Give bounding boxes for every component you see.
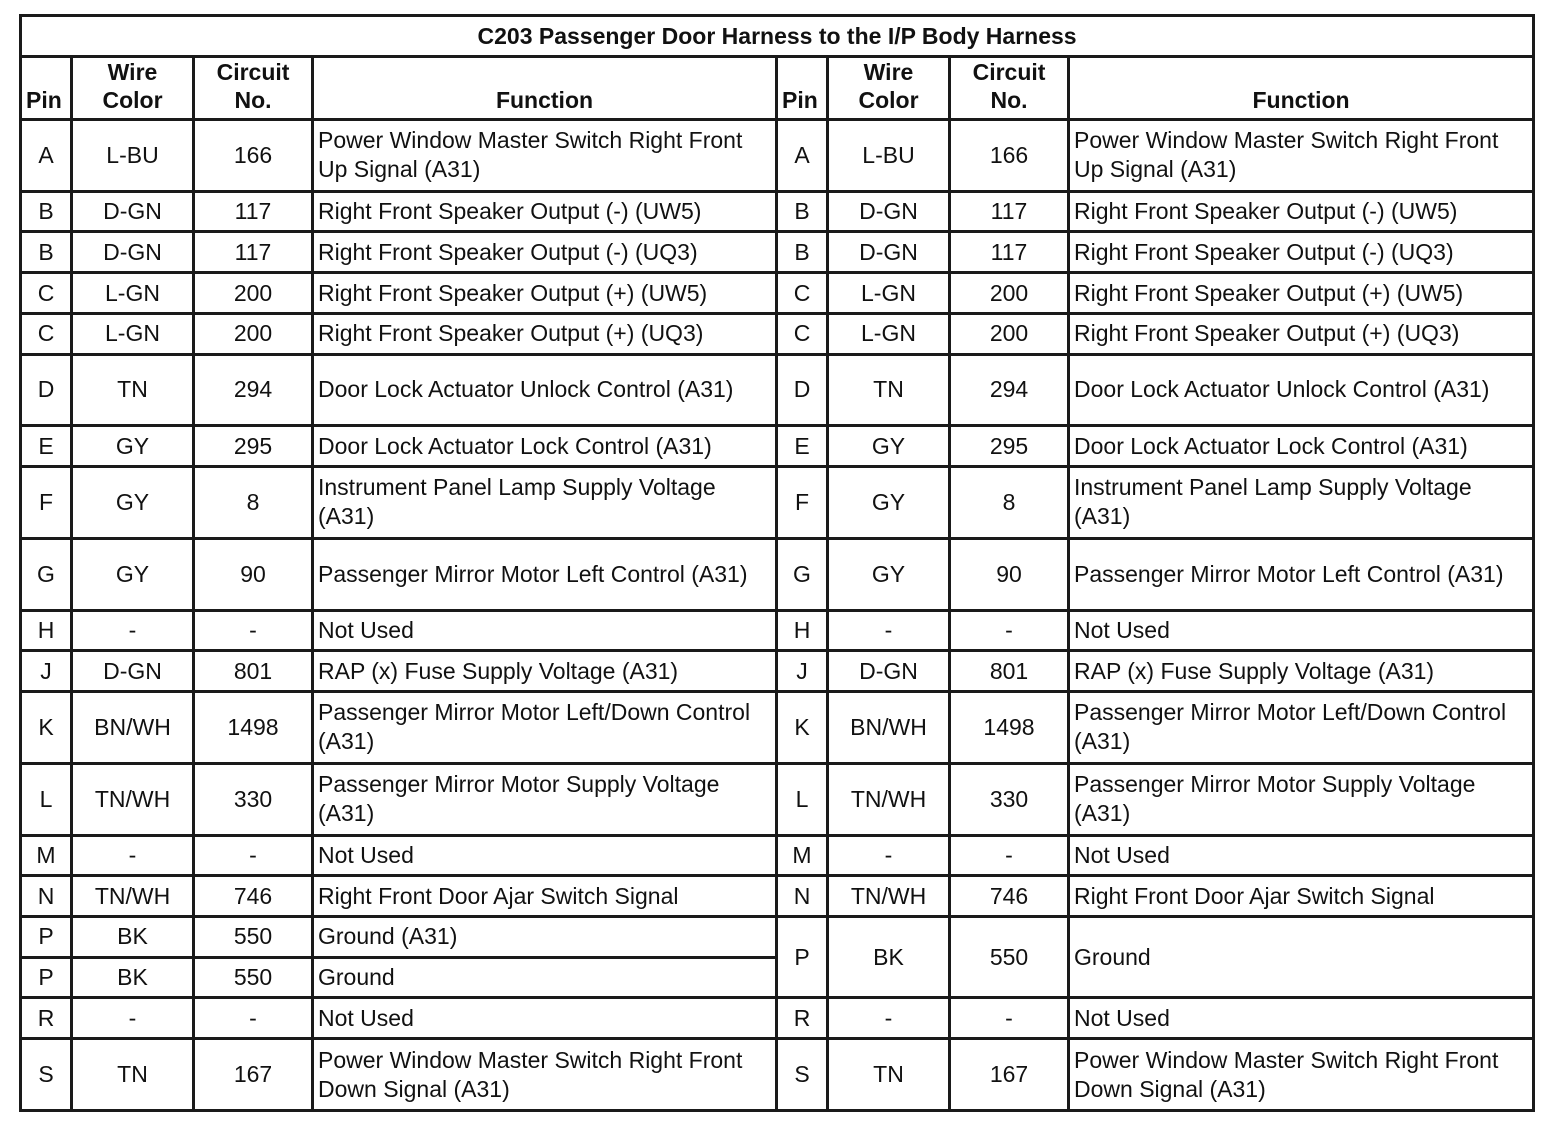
pin-cell: R <box>777 998 828 1039</box>
wire-color-cell: - <box>72 998 194 1039</box>
circuit-cell: 166 <box>194 120 313 192</box>
circuit-cell: 295 <box>950 426 1069 467</box>
pin-cell: E <box>21 426 72 467</box>
circuit-cell: 294 <box>194 354 313 426</box>
pin-cell: P <box>21 957 72 998</box>
table-row <box>21 313 1534 354</box>
connector-table <box>19 14 1535 1112</box>
wire-color-cell: TN <box>828 354 950 426</box>
pin-cell: K <box>777 691 828 763</box>
function-cell: Right Front Speaker Output (+) (UW5) <box>1069 273 1534 314</box>
circuit-cell: 801 <box>194 651 313 692</box>
function-cell: Right Front Door Ajar Switch Signal <box>313 876 777 917</box>
header-wire-color: Wire Color <box>72 57 194 120</box>
table-row <box>21 1039 1534 1111</box>
wire-color-cell: TN <box>828 1039 950 1111</box>
circuit-cell: 167 <box>194 1039 313 1111</box>
wire-color-cell: GY <box>72 538 194 610</box>
pin-cell: F <box>21 467 72 539</box>
circuit-cell: 166 <box>950 120 1069 192</box>
function-cell: Right Front Speaker Output (-) (UQ3) <box>1069 232 1534 273</box>
pin-cell: E <box>777 426 828 467</box>
wire-color-cell: L-GN <box>72 273 194 314</box>
function-cell: Right Front Speaker Output (+) (UQ3) <box>313 313 777 354</box>
circuit-cell: 746 <box>194 876 313 917</box>
table-row <box>21 835 1534 876</box>
wire-color-cell: BK <box>72 957 194 998</box>
function-cell: Power Window Master Switch Right Front Up Signal (A31) <box>313 120 777 192</box>
table-row <box>21 763 1534 835</box>
circuit-cell: - <box>950 835 1069 876</box>
circuit-cell: 550 <box>194 916 313 957</box>
function-cell: Door Lock Actuator Lock Control (A31) <box>1069 426 1534 467</box>
pin-cell: A <box>777 120 828 192</box>
wire-color-cell: BN/WH <box>828 691 950 763</box>
pin-cell: K <box>21 691 72 763</box>
circuit-cell: 200 <box>950 273 1069 314</box>
wire-color-cell: - <box>828 998 950 1039</box>
table-row <box>21 998 1534 1039</box>
pin-cell: M <box>21 835 72 876</box>
wire-color-cell: D-GN <box>72 232 194 273</box>
circuit-cell: - <box>194 998 313 1039</box>
pin-cell: F <box>777 467 828 539</box>
pin-cell: M <box>777 835 828 876</box>
circuit-cell: 330 <box>194 763 313 835</box>
wire-color-cell: TN/WH <box>72 876 194 917</box>
wire-color-cell: TN/WH <box>828 763 950 835</box>
pin-cell: B <box>21 191 72 232</box>
pin-cell: C <box>777 313 828 354</box>
function-cell: Instrument Panel Lamp Supply Voltage (A31) <box>313 467 777 539</box>
table-row <box>21 232 1534 273</box>
pin-cell: B <box>777 191 828 232</box>
circuit-cell: 294 <box>950 354 1069 426</box>
table-row <box>21 191 1534 232</box>
circuit-cell: 117 <box>194 191 313 232</box>
wire-color-cell: D-GN <box>828 651 950 692</box>
wire-color-cell: L-BU <box>72 120 194 192</box>
wire-color-cell: TN <box>72 354 194 426</box>
function-cell: Right Front Speaker Output (-) (UQ3) <box>313 232 777 273</box>
table-row <box>21 876 1534 917</box>
circuit-cell: - <box>950 998 1069 1039</box>
pin-cell: G <box>777 538 828 610</box>
pin-cell: A <box>21 120 72 192</box>
wire-color-cell: GY <box>72 467 194 539</box>
wire-color-cell: D-GN <box>72 191 194 232</box>
table-row <box>21 273 1534 314</box>
function-cell: Right Front Speaker Output (+) (UW5) <box>313 273 777 314</box>
pin-cell: L <box>21 763 72 835</box>
circuit-cell: 8 <box>950 467 1069 539</box>
wire-color-cell: - <box>72 835 194 876</box>
pin-cell: H <box>21 610 72 651</box>
wire-color-cell: GY <box>828 467 950 539</box>
pin-cell: P <box>21 916 72 957</box>
function-cell: Right Front Door Ajar Switch Signal <box>1069 876 1534 917</box>
circuit-cell: - <box>194 835 313 876</box>
pin-cell: C <box>777 273 828 314</box>
function-cell: Passenger Mirror Motor Supply Voltage (A31) <box>313 763 777 835</box>
circuit-cell: 117 <box>950 232 1069 273</box>
circuit-cell: 801 <box>950 651 1069 692</box>
table-row <box>21 426 1534 467</box>
circuit-cell: 1498 <box>950 691 1069 763</box>
wire-color-cell: - <box>72 610 194 651</box>
circuit-cell: - <box>194 610 313 651</box>
circuit-cell: 550 <box>194 957 313 998</box>
function-cell: Power Window Master Switch Right Front Down Signal (A31) <box>313 1039 777 1111</box>
pin-cell: D <box>21 354 72 426</box>
pin-cell: N <box>21 876 72 917</box>
circuit-cell: - <box>950 610 1069 651</box>
pin-cell: H <box>777 610 828 651</box>
wire-color-cell: D-GN <box>828 191 950 232</box>
pin-cell: S <box>777 1039 828 1111</box>
circuit-cell: 330 <box>950 763 1069 835</box>
table-title: C203 Passenger Door Harness to the I/P Body Harness <box>21 16 1534 57</box>
pin-cell: B <box>777 232 828 273</box>
circuit-cell: 90 <box>194 538 313 610</box>
header-wire-color: Wire Color <box>828 57 950 120</box>
function-cell: Ground <box>1069 916 1534 997</box>
pin-cell: J <box>21 651 72 692</box>
wire-color-cell: L-GN <box>72 313 194 354</box>
pin-cell: D <box>777 354 828 426</box>
wire-color-cell: BN/WH <box>72 691 194 763</box>
header-pin: Pin <box>777 57 828 120</box>
function-cell: Passenger Mirror Motor Left Control (A31) <box>313 538 777 610</box>
table-row <box>21 467 1534 539</box>
function-cell: Passenger Mirror Motor Supply Voltage (A31) <box>1069 763 1534 835</box>
wire-color-cell: BK <box>72 916 194 957</box>
table-row <box>21 610 1534 651</box>
table-row <box>21 538 1534 610</box>
function-cell: Door Lock Actuator Lock Control (A31) <box>313 426 777 467</box>
wire-color-cell: - <box>828 610 950 651</box>
header-row <box>21 57 1534 120</box>
pin-cell: C <box>21 273 72 314</box>
wire-color-cell: TN/WH <box>72 763 194 835</box>
wire-color-cell: TN/WH <box>828 876 950 917</box>
header-function: Function <box>313 57 777 120</box>
pin-cell: N <box>777 876 828 917</box>
table-row <box>21 120 1534 192</box>
function-cell: Door Lock Actuator Unlock Control (A31) <box>313 354 777 426</box>
circuit-cell: 200 <box>194 273 313 314</box>
header-pin: Pin <box>21 57 72 120</box>
circuit-cell: 200 <box>194 313 313 354</box>
wire-color-cell: D-GN <box>72 651 194 692</box>
wire-color-cell: L-BU <box>828 120 950 192</box>
circuit-cell: 550 <box>950 916 1069 997</box>
function-cell: Passenger Mirror Motor Left/Down Control (A31) <box>1069 691 1534 763</box>
pin-cell: L <box>777 763 828 835</box>
function-cell: Right Front Speaker Output (-) (UW5) <box>1069 191 1534 232</box>
pin-cell: S <box>21 1039 72 1111</box>
circuit-cell: 746 <box>950 876 1069 917</box>
circuit-cell: 90 <box>950 538 1069 610</box>
function-cell: Passenger Mirror Motor Left/Down Control (A31) <box>313 691 777 763</box>
function-cell: Right Front Speaker Output (+) (UQ3) <box>1069 313 1534 354</box>
wire-color-cell: D-GN <box>828 232 950 273</box>
header-circuit-no: Circuit No. <box>194 57 313 120</box>
function-cell: Not Used <box>1069 998 1534 1039</box>
wire-color-cell: GY <box>828 538 950 610</box>
function-cell: RAP (x) Fuse Supply Voltage (A31) <box>313 651 777 692</box>
wire-color-cell: L-GN <box>828 313 950 354</box>
pin-cell: J <box>777 651 828 692</box>
function-cell: Door Lock Actuator Unlock Control (A31) <box>1069 354 1534 426</box>
function-cell: Instrument Panel Lamp Supply Voltage (A31) <box>1069 467 1534 539</box>
wire-color-cell: TN <box>72 1039 194 1111</box>
function-cell: RAP (x) Fuse Supply Voltage (A31) <box>1069 651 1534 692</box>
wire-color-cell: L-GN <box>828 273 950 314</box>
header-function: Function <box>1069 57 1534 120</box>
circuit-cell: 8 <box>194 467 313 539</box>
pin-cell: B <box>21 232 72 273</box>
pin-cell: C <box>21 313 72 354</box>
function-cell: Not Used <box>1069 835 1534 876</box>
circuit-cell: 117 <box>950 191 1069 232</box>
function-cell: Ground (A31) <box>313 916 777 957</box>
header-circuit-no: Circuit No. <box>950 57 1069 120</box>
wire-color-cell: BK <box>828 916 950 997</box>
circuit-cell: 117 <box>194 232 313 273</box>
table-row <box>21 354 1534 426</box>
function-cell: Power Window Master Switch Right Front Up Signal (A31) <box>1069 120 1534 192</box>
function-cell: Not Used <box>313 835 777 876</box>
wire-color-cell: - <box>828 835 950 876</box>
function-cell: Power Window Master Switch Right Front Down Signal (A31) <box>1069 1039 1534 1111</box>
pin-cell: P <box>777 916 828 997</box>
pin-cell: G <box>21 538 72 610</box>
function-cell: Not Used <box>313 610 777 651</box>
function-cell: Ground <box>313 957 777 998</box>
circuit-cell: 295 <box>194 426 313 467</box>
pin-cell: R <box>21 998 72 1039</box>
table-row <box>21 916 1534 957</box>
table-row <box>21 651 1534 692</box>
wire-color-cell: GY <box>72 426 194 467</box>
function-cell: Not Used <box>1069 610 1534 651</box>
circuit-cell: 200 <box>950 313 1069 354</box>
wire-color-cell: GY <box>828 426 950 467</box>
table-row <box>21 691 1534 763</box>
function-cell: Not Used <box>313 998 777 1039</box>
function-cell: Right Front Speaker Output (-) (UW5) <box>313 191 777 232</box>
function-cell: Passenger Mirror Motor Left Control (A31) <box>1069 538 1534 610</box>
circuit-cell: 167 <box>950 1039 1069 1111</box>
circuit-cell: 1498 <box>194 691 313 763</box>
